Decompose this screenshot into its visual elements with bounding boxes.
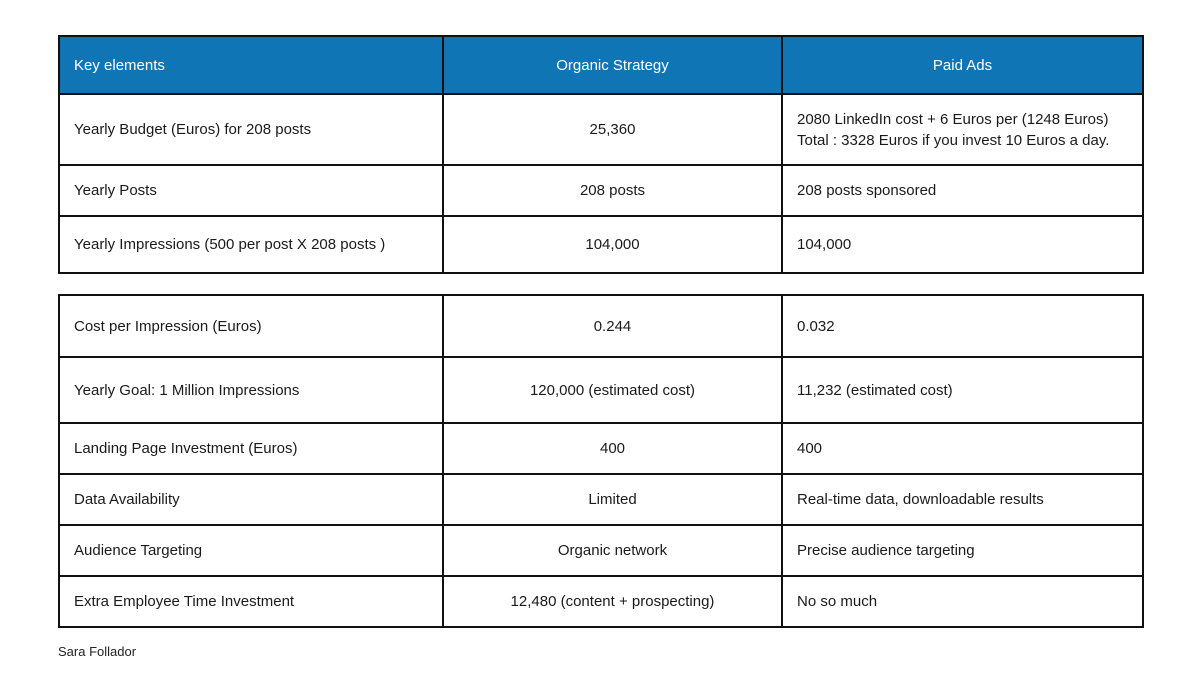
paid-value-line: 2080 LinkedIn cost + 6 Euros per (1248 Euros)	[797, 110, 1109, 128]
table-row	[59, 576, 1143, 627]
table-row	[59, 216, 1143, 273]
row-organic-value: 208 posts	[443, 165, 782, 216]
row-organic-value: 12,480 (content + prospecting)	[443, 576, 782, 627]
table-row	[59, 474, 1143, 525]
row-key: Extra Employee Time Investment	[59, 576, 443, 627]
comparison-table-bottom	[58, 294, 1144, 628]
row-paid-value: Precise audience targeting	[782, 525, 1143, 576]
row-paid-value: 104,000	[782, 216, 1143, 273]
row-organic-value: 0.244	[443, 295, 782, 357]
paid-value-line: Total : 3328 Euros if you invest 10 Euros a day.	[797, 131, 1110, 149]
row-organic-value: 400	[443, 423, 782, 474]
header-key-elements: Key elements	[59, 36, 443, 94]
table-row	[59, 525, 1143, 576]
header-row	[59, 36, 1143, 94]
comparison-table-top	[58, 35, 1144, 274]
row-key: Yearly Impressions (500 per post X 208 posts )	[59, 216, 443, 273]
table-row	[59, 423, 1143, 474]
header-paid-ads: Paid Ads	[782, 36, 1143, 94]
table-row	[59, 357, 1143, 423]
row-organic-value: 104,000	[443, 216, 782, 273]
row-key: Audience Targeting	[59, 525, 443, 576]
table-row	[59, 165, 1143, 216]
author-credit: Sara Follador	[58, 644, 137, 659]
header-organic-strategy: Organic Strategy	[443, 36, 782, 94]
row-key: Data Availability	[59, 474, 443, 525]
row-paid-value: No so much	[782, 576, 1143, 627]
row-paid-value: Real-time data, downloadable results	[782, 474, 1143, 525]
row-paid-value	[782, 94, 1143, 165]
row-organic-value: 25,360	[443, 94, 782, 165]
row-key: Cost per Impression (Euros)	[59, 295, 443, 357]
row-paid-value: 11,232 (estimated cost)	[782, 357, 1143, 423]
row-key: Yearly Posts	[59, 165, 443, 216]
row-paid-value: 0.032	[782, 295, 1143, 357]
table-row	[59, 94, 1143, 165]
row-organic-value: Organic network	[443, 525, 782, 576]
row-paid-value: 400	[782, 423, 1143, 474]
row-organic-value: Limited	[443, 474, 782, 525]
row-key: Yearly Budget (Euros) for 208 posts	[59, 94, 443, 165]
row-paid-value: 208 posts sponsored	[782, 165, 1143, 216]
row-organic-value: 120,000 (estimated cost)	[443, 357, 782, 423]
row-key: Landing Page Investment (Euros)	[59, 423, 443, 474]
table-row	[59, 295, 1143, 357]
row-key: Yearly Goal: 1 Million Impressions	[59, 357, 443, 423]
